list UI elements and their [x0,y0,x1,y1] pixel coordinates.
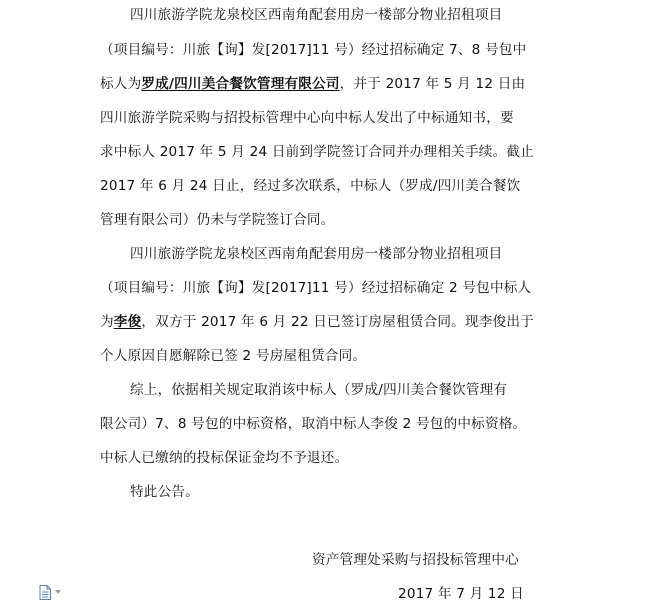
p1-line-5: 求中标人 2017 年 5 月 24 日前到学院签订合同并办理相关手续。截止 [100,144,534,160]
p1-line-7: 管理有限公司）仍未与学院签订合同。 [100,212,335,228]
p1-line-3-after: ，并于 2017 年 5 月 12 日由 [339,76,526,92]
announcement-closing: 特此公告。 [130,484,199,500]
winner-name-2: 李俊 [113,314,142,330]
p2-line-1: 四川旅游学院龙泉校区西南角配套用房一楼部分物业招租项目 [130,246,503,262]
p1-line-3 [100,74,525,94]
winner-name-1: 罗成/四川美合餐饮管理有限公司 [141,76,340,92]
p1-line-6: 2017 年 6 月 24 日止，经过多次联系，中标人（罗成/四川美合餐饮 [100,178,521,194]
p2-line-3-before: 为 [100,314,114,330]
p1-line-1: 四川旅游学院龙泉校区西南角配套用房一楼部分物业招租项目 [130,7,503,23]
signature-org: 资产管理处采购与招投标管理中心 [312,552,519,568]
p1-line-3-before: 标人为 [100,76,142,92]
p3-line-1: 综上，依据相关规定取消该中标人（罗成/四川美合餐饮管理有 [130,382,508,398]
p2-line-4: 个人原因自愿解除已签 2 号房屋租赁合同。 [100,348,367,364]
p3-line-3: 中标人已缴纳的投标保证金均不予退还。 [100,450,349,466]
p2-line-3-after: ，双方于 2017 年 6 月 22 日已签订房屋租赁合同。现李俊出于 [141,314,534,330]
p3-line-2: 限公司）7、8 号包的中标资格，取消中标人李俊 2 号包的中标资格。 [100,416,527,432]
p2-line-2: （项目编号：川旅【询】发[2017]11 号）经过招标确定 2 号包中标人 [100,280,532,296]
p2-line-3 [100,312,534,332]
p1-line-2: （项目编号：川旅【询】发[2017]11 号）经过招标确定 7、8 号包中 [100,42,527,58]
document-icon-glyph [39,585,51,600]
signature-date: 2017 年 7 月 12 日 [398,586,524,602]
p1-line-4: 四川旅游学院采购与招投标管理中心向中标人发出了中标通知书，要 [100,110,514,126]
document-icon[interactable] [39,583,69,601]
chevron-down-icon[interactable] [55,590,61,594]
